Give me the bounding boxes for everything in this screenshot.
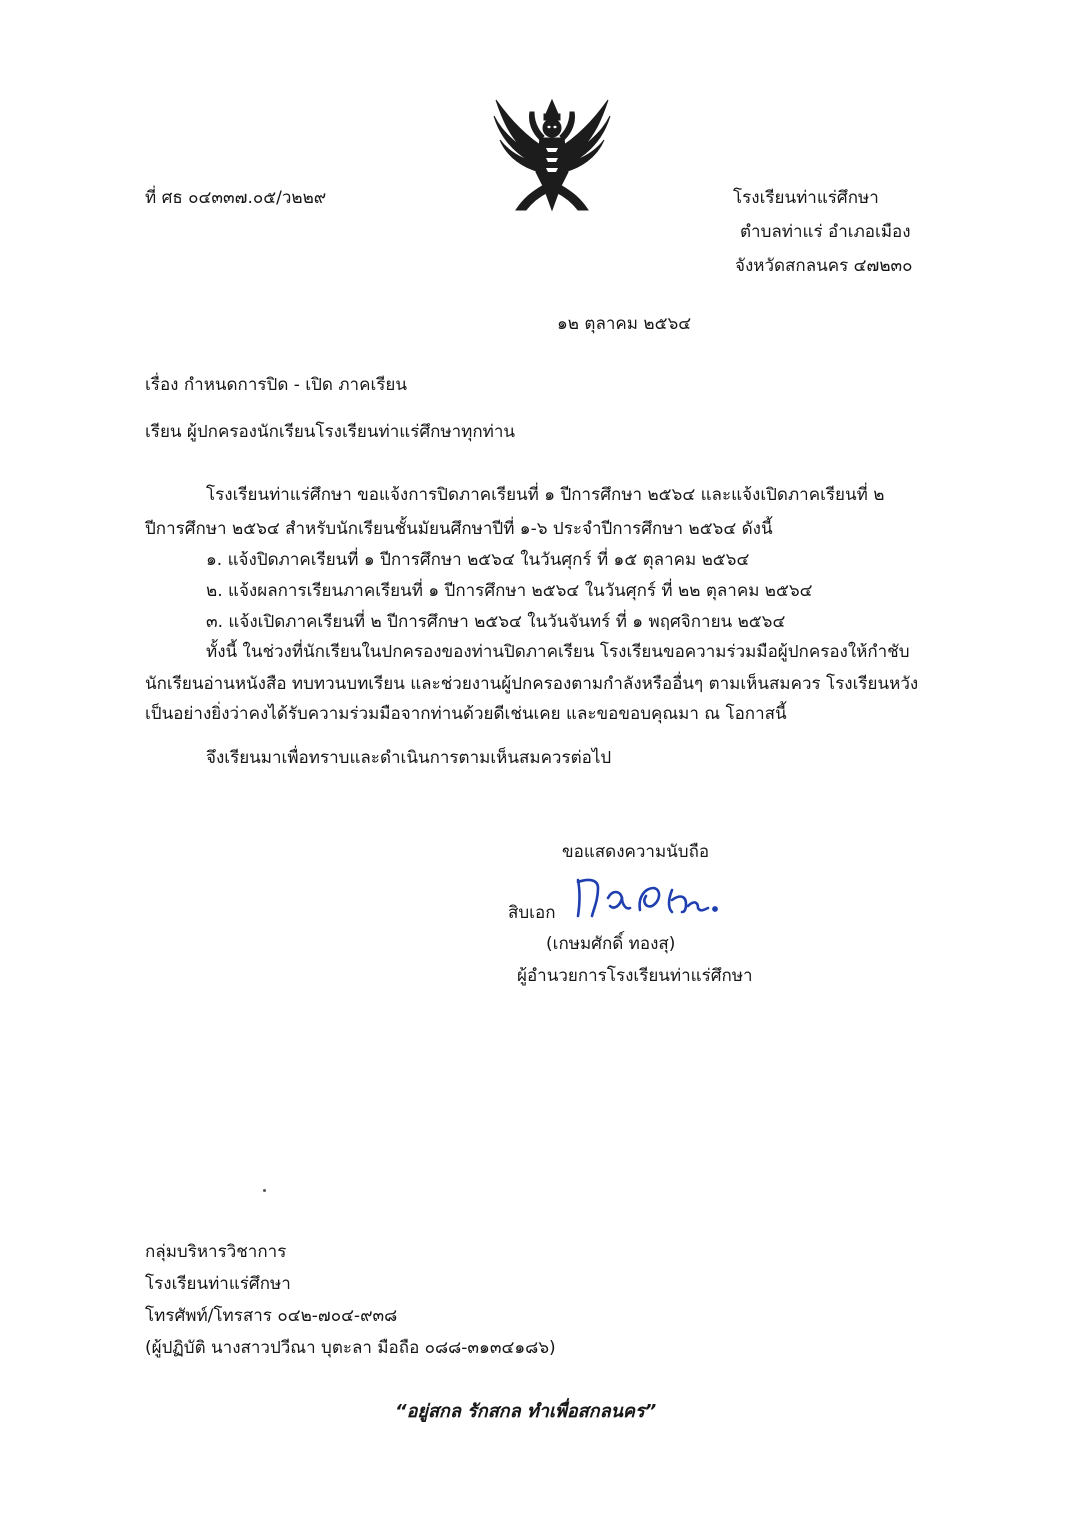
school-address-line: โรงเรียนท่าแร่ศึกษา — [733, 188, 879, 208]
letter-date: ๑๒ ตุลาคม ๒๕๖๔ — [557, 314, 692, 334]
sign-off: ขอแสดงความนับถือ — [562, 842, 710, 862]
body-paragraph-line: ปีการศึกษา ๒๕๖๔ สำหรับนักเรียนชั้นมัยนศึกษาปีที่ ๑-๖ ประจำปีการศึกษา ๒๕๖๔ ดังนี้ — [145, 519, 773, 539]
handwritten-signature-icon — [568, 870, 728, 926]
body-paragraph-line: โรงเรียนท่าแร่ศึกษา ขอแจ้งการปิดภาคเรียนที่ ๑ ปีการศึกษา ๒๕๖๔ และแจ้งเปิดภาคเรียนที่ ๒ — [206, 485, 885, 505]
signer-name: (เกษมศักดิ์ ทองสุ) — [546, 934, 676, 954]
schedule-item: ๑. แจ้งปิดภาคเรียนที่ ๑ ปีการศึกษา ๒๕๖๔ ในวันศุกร์ ที่ ๑๕ ตุลาคม ๒๕๖๔ — [206, 550, 750, 570]
body-paragraph-line: เป็นอย่างยิ่งว่าคงได้รับความร่วมมือจากท่านด้วยดีเช่นเคย และขอขอบคุณมา ณ โอกาสนี้ — [145, 704, 787, 724]
closing-line: จึงเรียนมาเพื่อทราบและดำเนินการตามเห็นสมควรต่อไป — [206, 748, 612, 768]
department-info-line: กลุ่มบริหารวิชาการ — [145, 1242, 287, 1262]
department-info-line: โทรศัพท์/โทรสาร ๐๔๒-๗๐๔-๙๓๘ — [145, 1306, 398, 1326]
signer-title: ผู้อำนวยการโรงเรียนท่าแร่ศึกษา — [517, 966, 753, 986]
school-address-line: จังหวัดสกลนคร ๔๗๒๓๐ — [735, 256, 913, 276]
stray-mark — [263, 1189, 266, 1192]
letter-recipient: เรียน ผู้ปกครองนักเรียนโรงเรียนท่าแร่ศึกษาทุกท่าน — [145, 422, 516, 442]
schedule-item: ๒. แจ้งผลการเรียนภาคเรียนที่ ๑ ปีการศึกษา ๒๕๖๔ ในวันศุกร์ ที่ ๒๒ ตุลาคม ๒๕๖๔ — [206, 581, 813, 601]
department-info-line: โรงเรียนท่าแร่ศึกษา — [145, 1274, 291, 1294]
body-paragraph-line: ทั้งนี้ ในช่วงที่นักเรียนในปกครองของท่านปิดภาคเรียน โรงเรียนขอความร่วมมือผู้ปกครองให้กำชับ — [206, 642, 910, 662]
schedule-item: ๓. แจ้งเปิดภาคเรียนที่ ๒ ปีการศึกษา ๒๕๖๔ ในวันจันทร์ ที่ ๑ พฤศจิกายน ๒๕๖๔ — [206, 612, 786, 632]
school-motto: “อยู่สกล รักสกล ทำเพื่อสกลนคร” — [395, 1401, 657, 1422]
department-info-line: (ผู้ปฏิบัติ นางสาวปวีณา บุตะลา มือถือ ๐๘๘-๓๑๓๔๑๘๖) — [145, 1338, 556, 1358]
garuda-emblem-icon — [486, 92, 618, 214]
school-address-line: ตำบลท่าแร่ อำเภอเมือง — [740, 222, 911, 242]
signer-rank: สิบเอก — [508, 903, 556, 923]
body-paragraph-line: นักเรียนอ่านหนังสือ ทบทวนบทเรียน และช่วยงานผู้ปกครองตามกำลังหรืออื่นๆ ตามเห็นสมควร โรงเรียนหวัง — [145, 674, 919, 694]
letter-subject: เรื่อง กำหนดการปิด - เปิด ภาคเรียน — [145, 375, 407, 395]
reference-number: ที่ ศธ ๐๔๓๓๗.๐๕/ว๒๒๙ — [145, 188, 327, 208]
